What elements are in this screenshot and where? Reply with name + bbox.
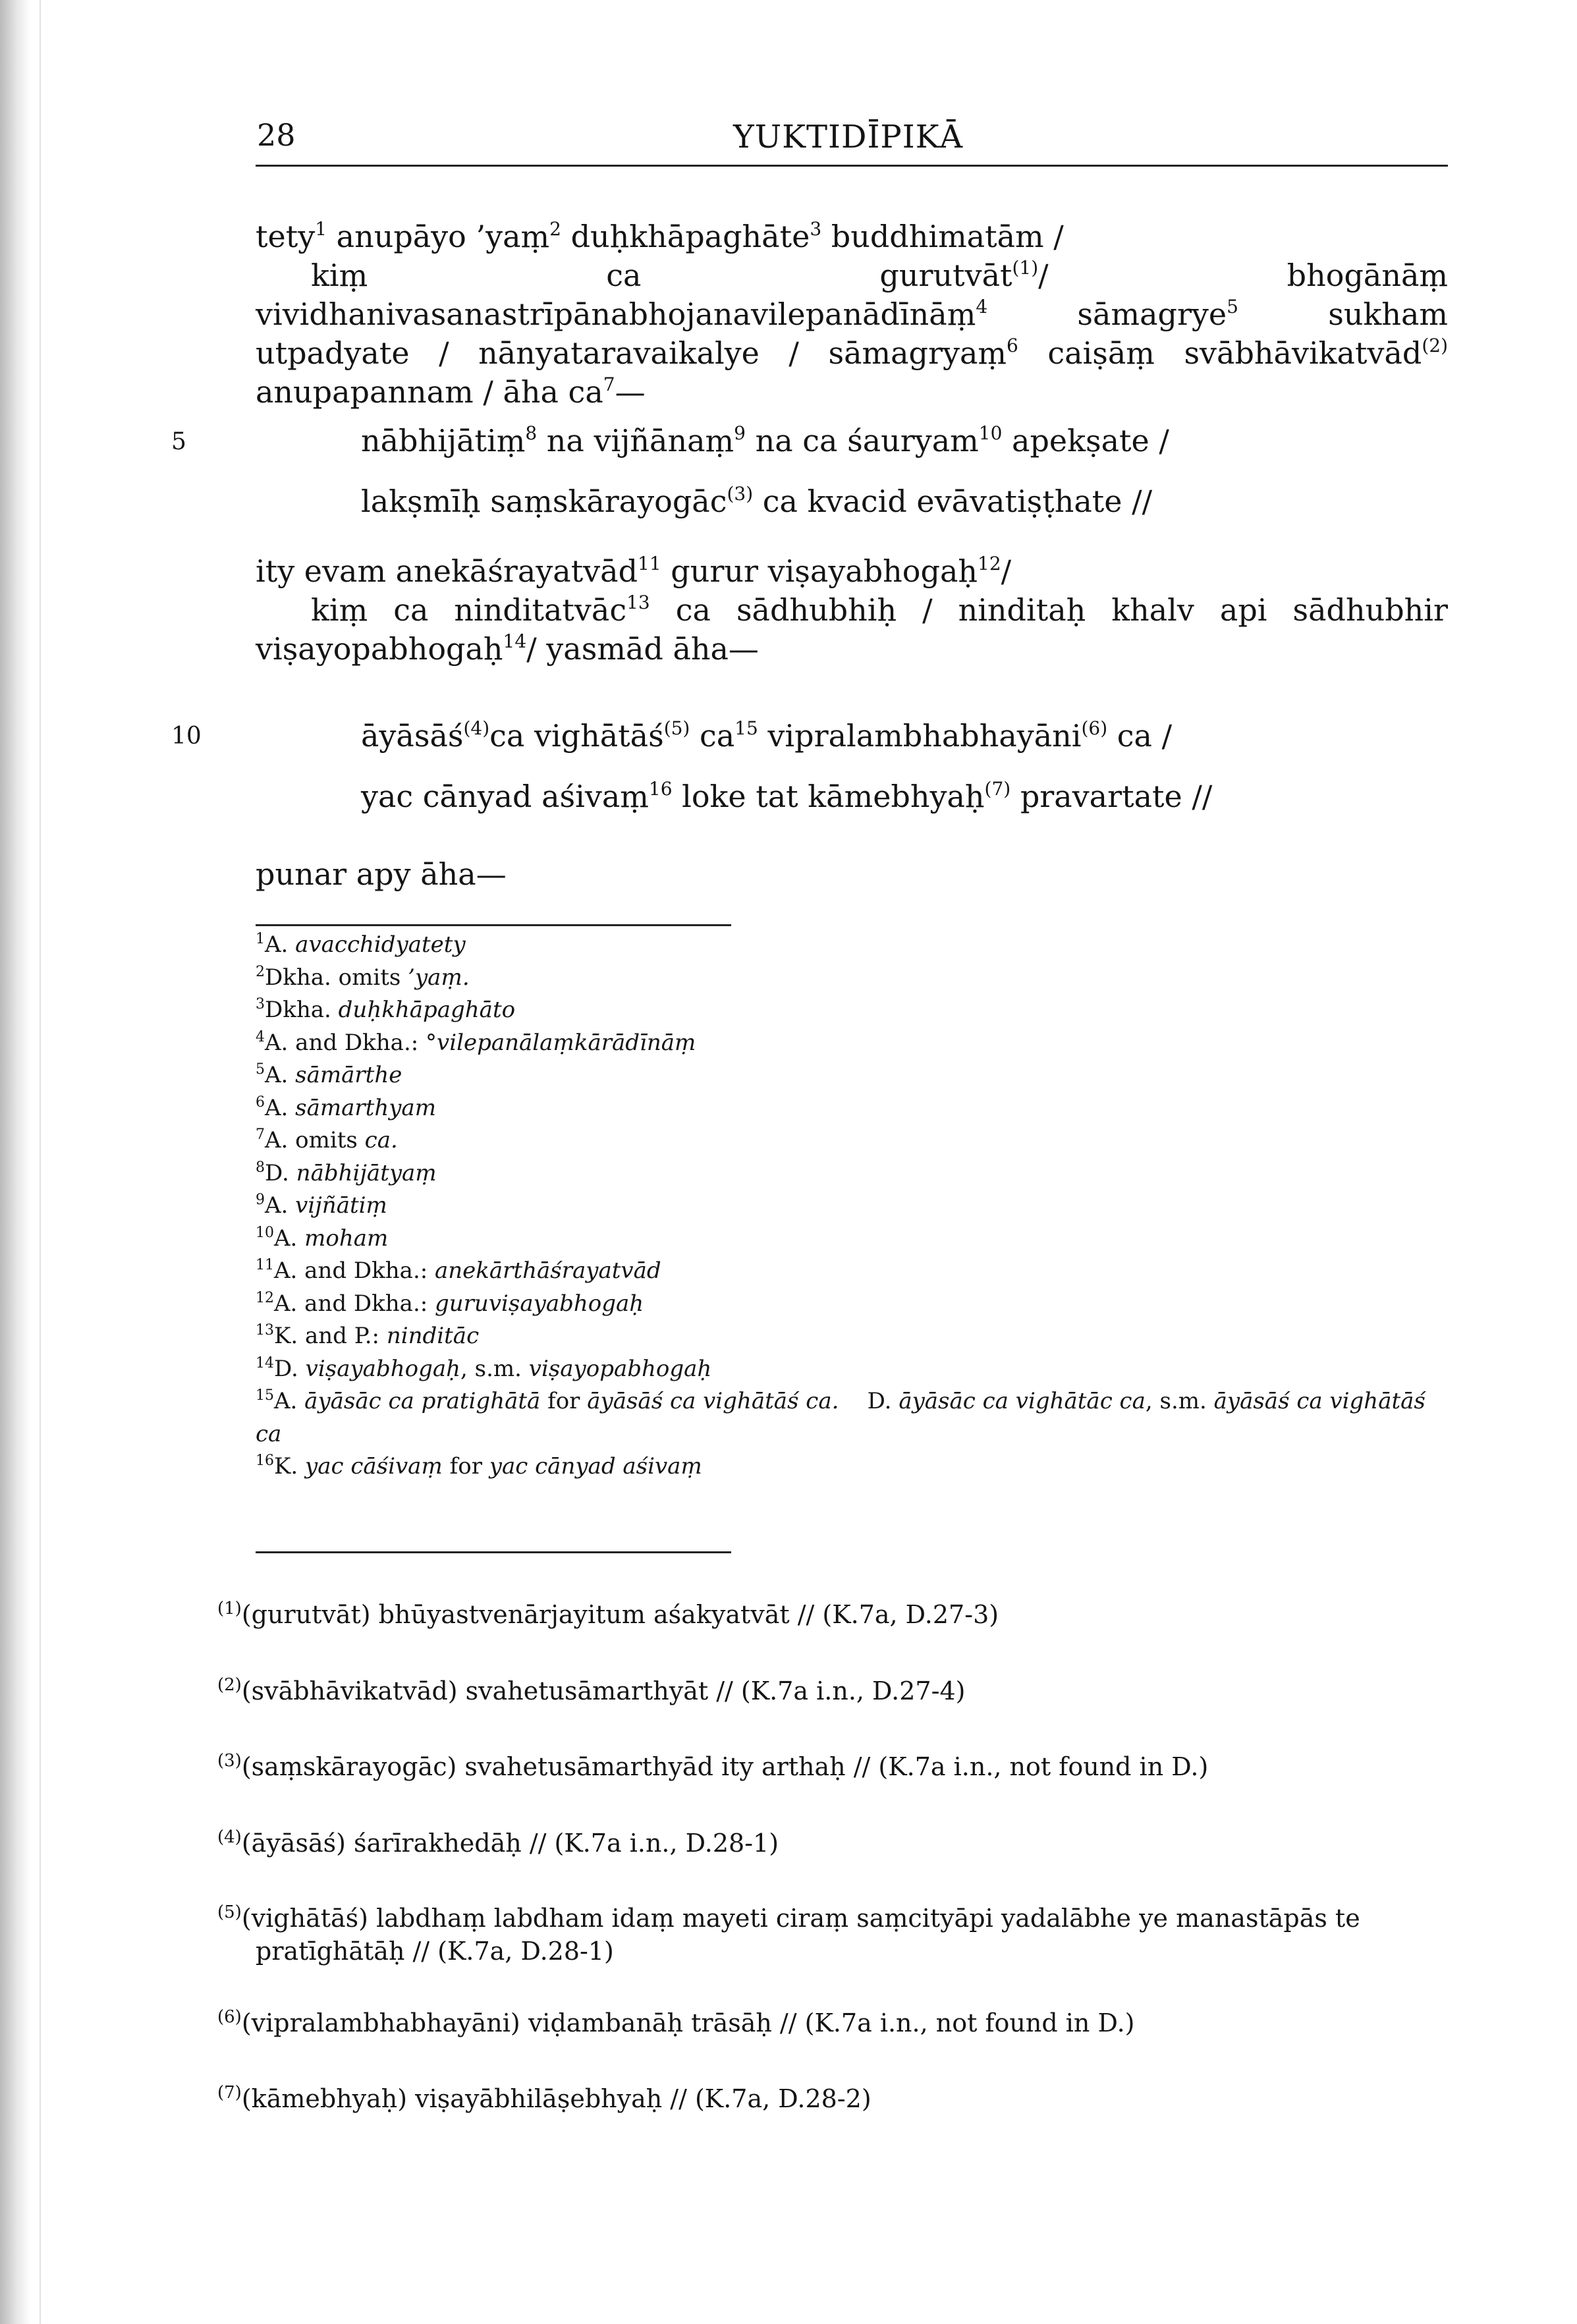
note-number: (7) [217,2083,242,2103]
note-item: $^{(7)}$(kāmebhyaḥ) viṣayābhilāṣebhyaḥ // (K.7a, D.28-2) [217,2083,872,2113]
footnote-item: $^6$A. sāmarthyam [256,1093,436,1121]
note-item: $^{(2)}$(svābhāvikatvād) svahetusāmarthyāt // (K.7a i.n., D.27-4) [217,1675,966,1705]
footnote-item: $^9$A. vijñātiṃ [256,1192,387,1219]
footnote-item: $^3$Dkha. duḥkhāpaghāto [256,996,516,1023]
footnote-ref: 3 [810,218,822,240]
footnote-ref: 5 [1227,296,1238,318]
footnote-number: 11 [256,1257,274,1273]
note-item: $^{(6)}$(vipralambhabhayāni) viḍambanāḥ trāsāḥ // (K.7a i.n., not found in D.) [217,2007,1135,2037]
footnote-item: $^{10}$A. moham [256,1224,389,1252]
note-ref: (2) [1422,335,1448,356]
verse-1-line-a: nābhijātiṃ$^8$ na vijñānaṃ$^9$ na ca śauryam$^{10}$ apekṣate / [361,422,1169,458]
note-number: (5) [217,1902,242,1922]
page-header [256,117,1448,167]
footnote-ref: 1 [315,218,327,240]
footnote-number: 8 [256,1159,265,1176]
footnote-number: 6 [256,1093,265,1111]
footnote-item: $^{11}$A. and Dkha.: anekārthāśrayatvād [256,1257,661,1284]
body-paragraph-1: tety$^1$ anupāyo ’yaṃ$^2$ duḥkhāpaghāte$^3$ buddhimatām / [256,218,1064,254]
footnote-number: 3 [256,996,265,1012]
page-number: 28 [257,117,296,153]
scan-edge-line [40,0,41,2324]
footnote-item: $^{16}$K. yac cāśivaṃ for yac cānyad aśivaṃ [256,1452,702,1480]
footnote-number: 5 [256,1061,265,1078]
footnote-item: $^{13}$K. and P.: ninditāc [256,1322,480,1349]
footnote-number: 4 [256,1028,265,1045]
verse-1-line-b: lakṣmīḥ saṃskārayogāc$^{(3)}$ ca kvacid evāvatiṣṭhate // [361,483,1153,519]
footnote-item: $^1$A. avacchidyatety [256,931,466,958]
running-title: YUKTIDĪPIKĀ [733,119,964,155]
line-number-10: 10 [171,723,202,750]
line-number-5: 5 [171,428,186,455]
footnote-ref: 4 [976,296,988,318]
note-item: $^{(5)}$(vighātāś) labdhaṃ labdham idaṃ mayeti ciraṃ saṃcityāpi yadalābhe ye manastāpās te pratīghātāḥ // (K.7a, D.28-1) [217,1902,1448,1968]
footnote-number: 2 [256,963,265,980]
footnote-number: 1 [256,931,265,947]
footnote-divider [256,924,731,926]
footnote-number: 13 [256,1322,274,1339]
footnote-item: $^8$D. nābhijātyaṃ [256,1159,437,1186]
footnote-list [256,929,1448,1483]
scan-edge-shadow [0,0,30,2324]
note-number: (4) [217,1827,242,1847]
footnote-item: $^2$Dkha. omits ’yaṃ. [256,963,470,991]
footnote-number: 7 [256,1126,265,1143]
verse-2-line-a: āyāsāś$^{(4)}$ca vighātāś$^{(5)}$ $ca^{15}$ vipralambhabhayāni$^{(6)}$ ca / [361,717,1173,754]
footnote-item: $^5$A. sāmārthe [256,1061,402,1088]
footnote-item: $^7$A. omits ca. [256,1126,398,1153]
note-item: $^{(1)}$(gurutvāt) bhūyastvenārjayitum aśakyatvāt // (K.7a, D.27-3) [217,1599,999,1629]
footnote-item: $^{15}$A. āyāsāc ca pratighātā for āyāsāś ca vighātāś ca. D. āyāsāc ca vighātāc ca, s.m. āyāsāś ca vighātāś ca [256,1387,1425,1447]
verse-2-line-b: yac cānyad aśivaṃ$^{16}$ loke tat kāmebhyaḥ$^{(7)}$ pravartate // [361,778,1213,814]
body-paragraph-3: ity evam anekāśrayatvād$^{11}$ gurur viṣayabhogaḥ$^{12}$/ [256,553,1012,589]
body-paragraph-2: kiṃ ca gurutvāt$^{(1)}$/ bhogānāṃ vividhanivasanastrīpānabhojanavilepanādīnāṃ$^4$ sāmagrye$^5$ sukham utpadyate / nānyataravaikalye / sāmagryaṃ$^6$ caiṣāṃ svābhāvikatvād$^{(2)}$ anupapannam / āha $ca^7—$ [256,257,1448,410]
footnote-number: 9 [256,1192,265,1208]
body-paragraph-5: punar apy āha— [256,856,507,892]
footnote-ref: 7 [603,374,615,395]
note-item: $^{(3)}$(saṃskārayogāc) svahetusāmarthyād ity arthaḥ // (K.7a i.n., not found in D.) [217,1751,1209,1781]
note-number: (2) [217,1675,242,1695]
footnote-ref: 6 [1007,335,1018,356]
footnote-number: 12 [256,1289,274,1306]
footnote-ref: 2 [549,218,561,240]
notes-divider [256,1551,731,1553]
note-item: $^{(4)}$(āyāsāś) śarīrakhedāḥ // (K.7a i.n., D.28-1) [217,1827,779,1858]
note-number: (1) [217,1599,242,1618]
footnote-number: 16 [256,1452,274,1469]
body-paragraph-4: kiṃ ca ninditatvāc$^{13}$ ca sādhubhiḥ / ninditaḥ khalv api sādhubhir viṣayopabhogaḥ$^{14}$/ yasmād āha— [256,592,1448,667]
note-continuation: pratīghātāḥ // (K.7a, D.28-1) [256,1937,614,1966]
footnote-item: $^4$A. and Dkha.: °vilepanālaṃkārādīnāṃ [256,1028,696,1056]
footnote-number: 14 [256,1354,274,1371]
footnote-number: 10 [256,1224,274,1241]
note-number: (3) [217,1751,242,1771]
note-number: (6) [217,2007,242,2027]
footnote-item: $^{14}$D. viṣayabhogaḥ, s.m. viṣayopabhogaḥ [256,1354,712,1382]
footnote-item: $^{12}$A. and Dkha.: guruviṣayabhogaḥ [256,1289,644,1317]
footnote-number: 15 [256,1387,274,1404]
note-ref: (1) [1012,257,1039,279]
